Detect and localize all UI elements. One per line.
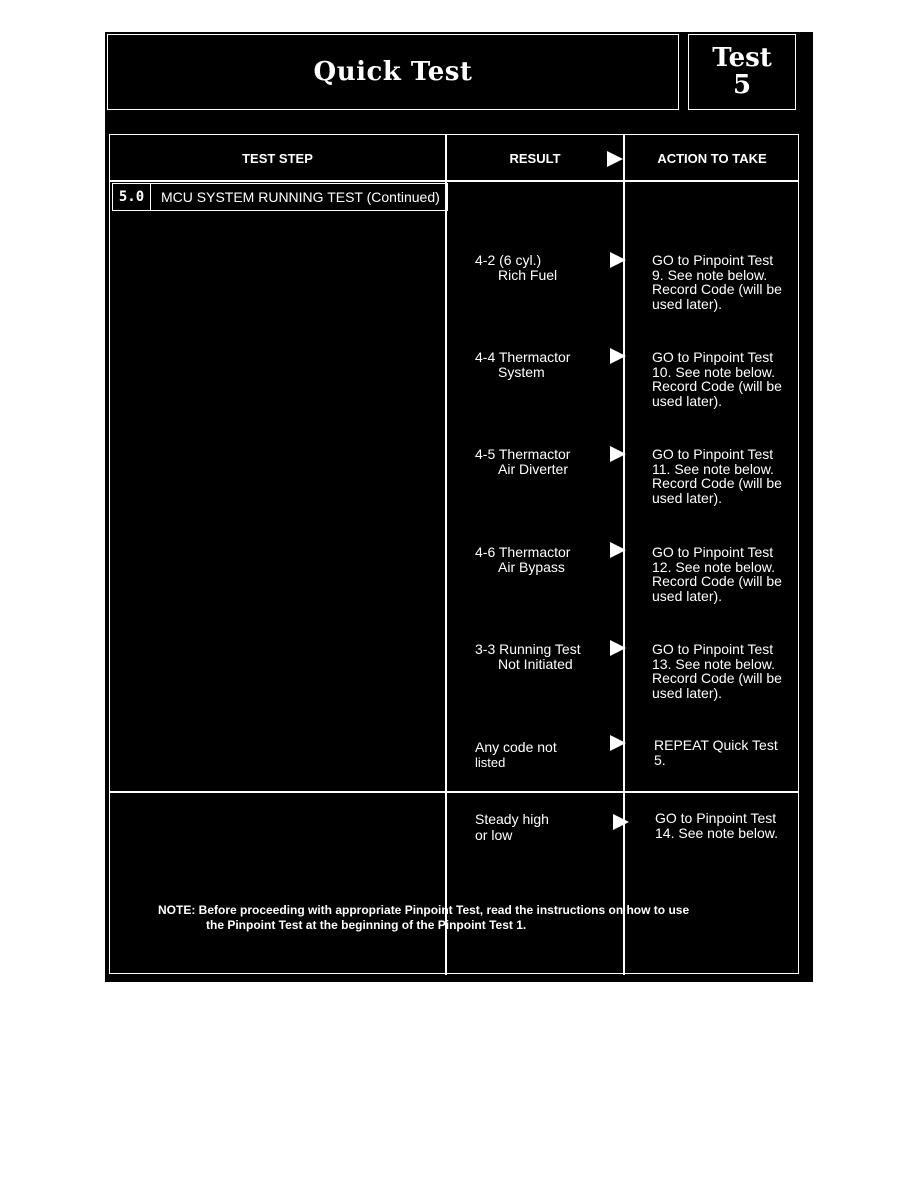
arrow-icon [610,446,626,462]
arrow-icon [610,252,626,268]
result-row-5 [475,642,581,672]
arrow-icon [610,348,626,364]
result-text: Air Bypass [498,559,565,575]
action-row-3 [652,447,782,505]
result-row-4 [475,545,570,575]
action-text: used later). [652,392,723,409]
arrow-icon [610,542,626,558]
action-text: used later). [652,684,723,701]
action-text: GO to Pinpoint Test [652,641,774,657]
arrow-icon [610,735,626,751]
col-header-action: ACTION TO TAKE [657,150,767,166]
action-text: GO to Pinpoint Test [655,810,777,826]
test-label: Test [712,43,772,73]
action-text: Record Code (will be [652,378,782,394]
result-text: 3-3 Running Test [475,641,581,657]
action-text: Record Code (will be [652,475,782,491]
action-text: Record Code (will be [652,573,782,589]
note-line: NOTE: Before proceeding with appropriate Pinpoint Test, read the instructions on how to use [158,903,690,917]
result-row-7 [475,811,549,843]
result-text: System [498,364,545,380]
test-number-box [688,34,796,110]
action-row-4 [652,545,782,603]
test-table [109,134,799,974]
quick-test-sheet [105,32,813,982]
action-text: 12. See note below. [652,558,775,575]
step-title: MCU SYSTEM RUNNING TEST (Continued) [161,189,440,205]
action-row-5 [652,642,782,700]
result-row-1 [475,253,557,283]
action-text: used later). [652,295,723,312]
action-row-6 [654,738,778,767]
action-text: 14. See note below. [655,824,778,841]
action-text: 10. See note below. [652,363,775,380]
result-row-3 [475,447,570,477]
result-text: or low [475,827,513,843]
divider-step-result [445,135,447,975]
action-text: 5. [654,751,666,768]
result-text: listed [475,755,506,770]
action-row-2 [652,350,782,408]
action-text: 9. See note below. [652,266,768,283]
arrow-icon [607,151,623,167]
note-line: the Pinpoint Test at the beginning of the Pinpoint Test 1. [206,918,527,932]
action-text: used later). [652,489,723,506]
col-header-result-label: RESULT [509,150,561,166]
step-header [112,183,448,211]
result-text: 4-4 Thermactor [475,349,571,365]
result-row-6 [475,739,557,771]
result-text: Not Initiated [498,656,573,672]
action-text: GO to Pinpoint Test [652,446,774,462]
action-text: used later). [652,587,723,604]
action-row-1 [652,253,782,311]
result-text: 4-5 Thermactor [475,446,571,462]
action-text: Record Code (will be [652,281,782,297]
action-row-7 [655,811,778,840]
step-number: 5.0 [113,184,151,210]
section-rule [110,791,798,793]
title-box [107,34,679,110]
result-text: Steady high [475,811,549,827]
col-header-result [447,135,623,181]
result-text: Rich Fuel [498,267,558,283]
arrow-icon [613,814,629,830]
col-header-test-step: TEST STEP [242,150,313,166]
action-text: REPEAT Quick Test [654,737,778,753]
result-row-2 [475,350,570,380]
result-text: 4-6 Thermactor [475,544,571,560]
result-text: Any code not [475,739,557,755]
action-text: 11. See note below. [652,460,774,477]
action-text: 13. See note below. [652,655,775,672]
page-title: Quick Test [313,57,473,87]
test-number: 5 [732,70,752,100]
action-text: GO to Pinpoint Test [652,349,774,365]
arrow-icon [610,640,626,656]
action-text: Record Code (will be [652,670,782,686]
result-text: Air Diverter [498,461,569,477]
action-text: GO to Pinpoint Test [652,252,774,268]
pinpoint-note [158,903,689,933]
action-text: GO to Pinpoint Test [652,544,774,560]
result-text: 4-2 (6 cyl.) [475,252,542,268]
